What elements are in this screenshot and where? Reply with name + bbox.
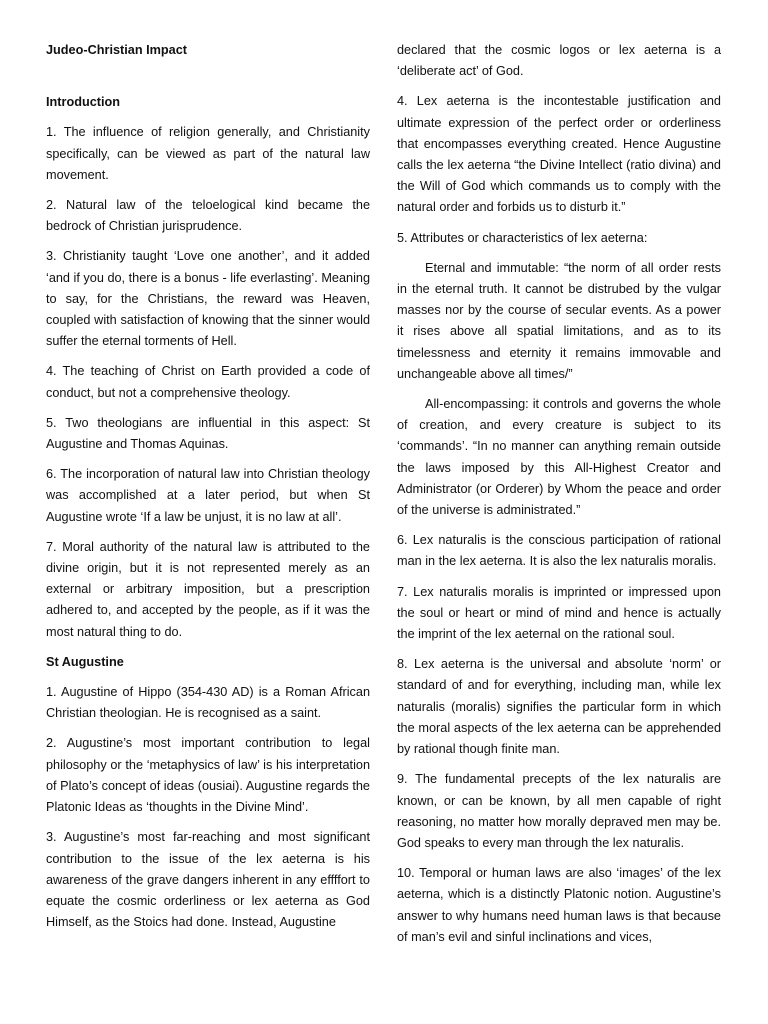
paragraph: 6. Lex naturalis is the conscious participation of rational man in the lex aeterna. It is also the lex naturalis moralis. (397, 533, 721, 569)
paragraph: 10. Temporal or human laws are also ‘images’ of the lex aeterna, which is a distinctly Platonic notion. Augustine’s answer to why humans need human laws is that because of man’s evil and sinful inclinations and vices, (397, 866, 721, 944)
document-title: Judeo-Christian Impact (46, 43, 187, 57)
paragraph-continuation: declared that the cosmic logos or lex aeterna is a ‘deliberate act’ of God. (397, 43, 721, 79)
paragraph: 2. Augustine’s most important contribution to legal philosophy or the ‘metaphysics of law’ is his interpretation of Plato’s concept of ideas (ousiai). Augustine regards the Platonic Ideas as ‘thoughts in the Divine Mind’. (46, 736, 370, 815)
paragraph: 4. Lex aeterna is the incontestable justification and ultimate expression of the perfect order or orderliness that encompasses everything created. Hence Augustine calls the lex aeterna “the Divine Intellect (ratio divina) and the Will of God which commands us to comply with the natural order and forbids us to disturb it.” (397, 94, 721, 215)
paragraph: 3. Christianity taught ‘Love one another’, and it added ‘and if you do, there is a bonus - life everlasting’. Meaning to say, for the Christians, the reward was Heaven, coupled with satisfaction of knowing that the sinner would suffer the eternal torments of Hell. (46, 249, 370, 349)
paragraph: 6. The incorporation of natural law into Christian theology was accomplished at a later period, but when St Augustine wrote ‘If a law be unjust, it is no law at all’. (46, 467, 370, 524)
section-heading-introduction: Introduction (46, 95, 120, 110)
attribute-paragraph: All-encompassing: it controls and governs the whole of creation, and every creature is subject to its ‘commands’. “In no manner can anything remain outside the laws imposed by this All-Highest Creator and Administrator (or Orderer) by Whom the peace and order of the universe is administrated.” (397, 397, 721, 518)
paragraph: 1. The influence of religion generally, and Christianity specifically, can be viewed as part of the natural law movement. (46, 125, 370, 182)
paragraph: 8. Lex aeterna is the universal and absolute ‘norm’ or standard of and for everything, including man, while lex naturalis (moralis) signifies the particular form in which the moral aspects of the lex aeterna can be apprehended by rational though finite man. (397, 657, 721, 757)
paragraph: 7. Lex naturalis moralis is imprinted or impressed upon the soul or heart or mind of mind and hence is actually the imprint of the lex aeternal on the rational soul. (397, 584, 721, 642)
paragraph: 1. Augustine of Hippo (354-430 AD) is a Roman African Christian theologian. He is recognised as a saint. (46, 685, 370, 721)
paragraph: 5. Two theologians are influential in this aspect: St Augustine and Thomas Aquinas. (46, 415, 370, 452)
section-heading-st-augustine: St Augustine (46, 654, 124, 669)
attribute-paragraph: Eternal and immutable: “the norm of all order rests in the eternal truth. It cannot be distrubed by the vulgar masses nor by the course of secular events. As a power it rises above all spatial limitations, and as to its timelessness and eternity it remains immovable and unchangeable above all times/” (397, 260, 721, 381)
paragraph: 2. Natural law of the teloelogical kind became the bedrock of Christian jurisprudence. (46, 198, 370, 234)
paragraph: 9. The fundamental precepts of the lex naturalis are known, or can be known, by all men capable of right reasoning, no matter how morally depraved men may be. God speaks to every man through the lex naturalis. (397, 772, 721, 850)
paragraph: 4. The teaching of Christ on Earth provided a code of conduct, but not a comprehensive theology. (46, 364, 370, 400)
left-column (46, 40, 370, 942)
right-column (397, 40, 721, 957)
paragraph: 7. Moral authority of the natural law is attributed to the divine origin, but it is not represented merely as an external or arbitrary imposition, but a prescription adhered to, and accepted by the people, as if it was the most natural thing to do. (46, 539, 370, 639)
paragraph: 3. Augustine’s most far-reaching and most significant contribution to the issue of the lex aeterna is his awareness of the grave dangers inherent in any effffort to equate the cosmic orderliness or lex aeterna as God Himself, as the Stoics had done. Instead, Augustine (46, 830, 370, 930)
paragraph: 5. Attributes or characteristics of lex aeterna: (397, 230, 648, 245)
